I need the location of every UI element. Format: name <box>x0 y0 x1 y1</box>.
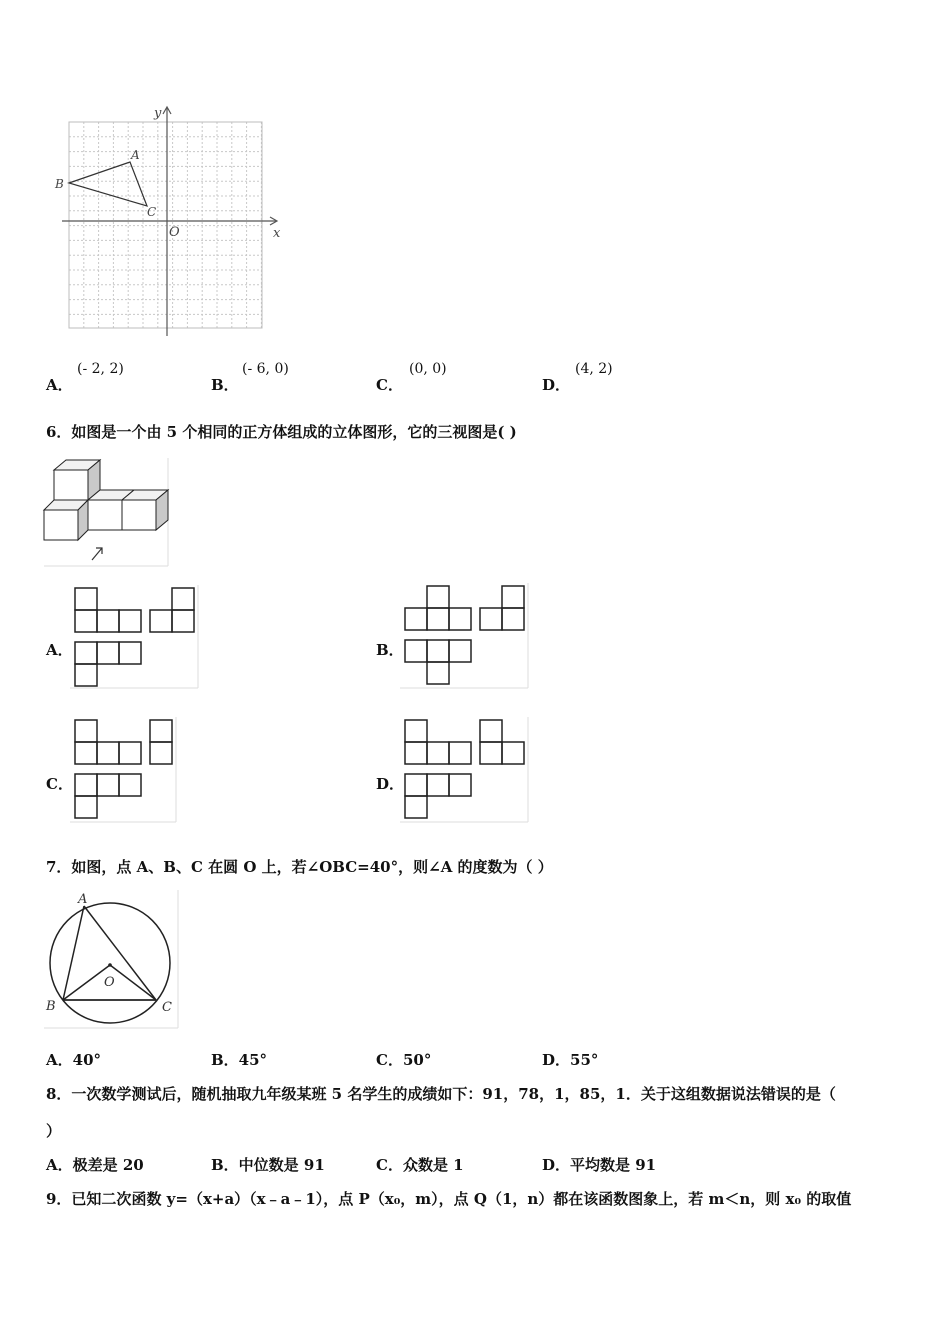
q6-option-a[interactable]: A． <box>46 641 73 659</box>
q6-option-c[interactable]: C． <box>46 775 73 793</box>
q5-option-d-value: (4, 2) <box>575 361 613 377</box>
q5-grid-border <box>69 122 262 328</box>
q5-option-c-value: (0, 0) <box>409 361 447 377</box>
q6-option-d-figure <box>400 717 530 824</box>
view-arrow-icon <box>92 548 102 560</box>
q5-option-c-label[interactable]: C． <box>376 376 403 394</box>
label-c: C <box>147 205 157 219</box>
q7-label-o: O <box>104 975 115 990</box>
q6-stem: 6．如图是一个由 5 个相同的正方体组成的立体图形，它的三视图是( ) <box>46 423 517 441</box>
label-b: B <box>55 177 64 191</box>
q6-option-d[interactable]: D． <box>376 775 405 793</box>
q6-option-a-figure <box>70 585 200 690</box>
q7-label-b: B <box>46 999 56 1014</box>
label-a: A <box>131 148 140 162</box>
q8-option-b[interactable]: B．中位数是 91 <box>211 1156 325 1174</box>
q6-option-c-figure <box>70 717 180 824</box>
label-origin: O <box>169 225 180 240</box>
q7-option-b[interactable]: B．45° <box>211 1051 268 1069</box>
q5-option-b-label[interactable]: B． <box>211 376 239 394</box>
q7-option-c[interactable]: C．50° <box>376 1051 432 1069</box>
q8-option-d[interactable]: D．平均数是 91 <box>542 1156 657 1174</box>
q5-option-a-value: (- 2, 2) <box>77 361 124 377</box>
q7-label-a: A <box>78 892 88 907</box>
triangle-abc <box>69 162 147 206</box>
q5-grid <box>69 122 262 328</box>
q8-option-c[interactable]: C．众数是 1 <box>376 1156 464 1174</box>
q8-option-a[interactable]: A．极差是 20 <box>46 1156 144 1174</box>
q8-stem-line2: ） <box>46 1122 62 1140</box>
q7-stem: 7．如图，点 A、B、C 在圆 O 上，若∠OBC=40°，则∠A 的度数为（ ） <box>46 858 553 876</box>
q7-circle-figure <box>44 890 180 1030</box>
q9-stem: 9．已知二次函数 y=（x+a）（x﹣a﹣1），点 P（x₀，m），点 Q（1，n）都在该函数图象上，若 m＜n，则 x₀ 的取值 <box>46 1190 852 1208</box>
q5-option-a-label[interactable]: A． <box>46 376 73 394</box>
label-x: x <box>273 226 281 241</box>
q6-option-b[interactable]: B． <box>376 641 404 659</box>
q8-stem-line1: 8．一次数学测试后，随机抽取九年级某班 5 名学生的成绩如下：91，78，1，85，1．关于这组数据说法错误的是（ <box>46 1085 836 1103</box>
q7-label-c: C <box>162 1000 172 1015</box>
q5-coordinate-figure <box>50 100 290 340</box>
q6-cube-figure <box>44 458 170 568</box>
q7-option-a[interactable]: A．40° <box>46 1051 102 1069</box>
q5-option-b-value: (- 6, 0) <box>242 361 289 377</box>
q5-option-d-label[interactable]: D． <box>542 376 571 394</box>
label-y: y <box>154 106 162 121</box>
q7-option-d[interactable]: D．55° <box>542 1051 599 1069</box>
q6-option-b-figure <box>400 583 530 690</box>
